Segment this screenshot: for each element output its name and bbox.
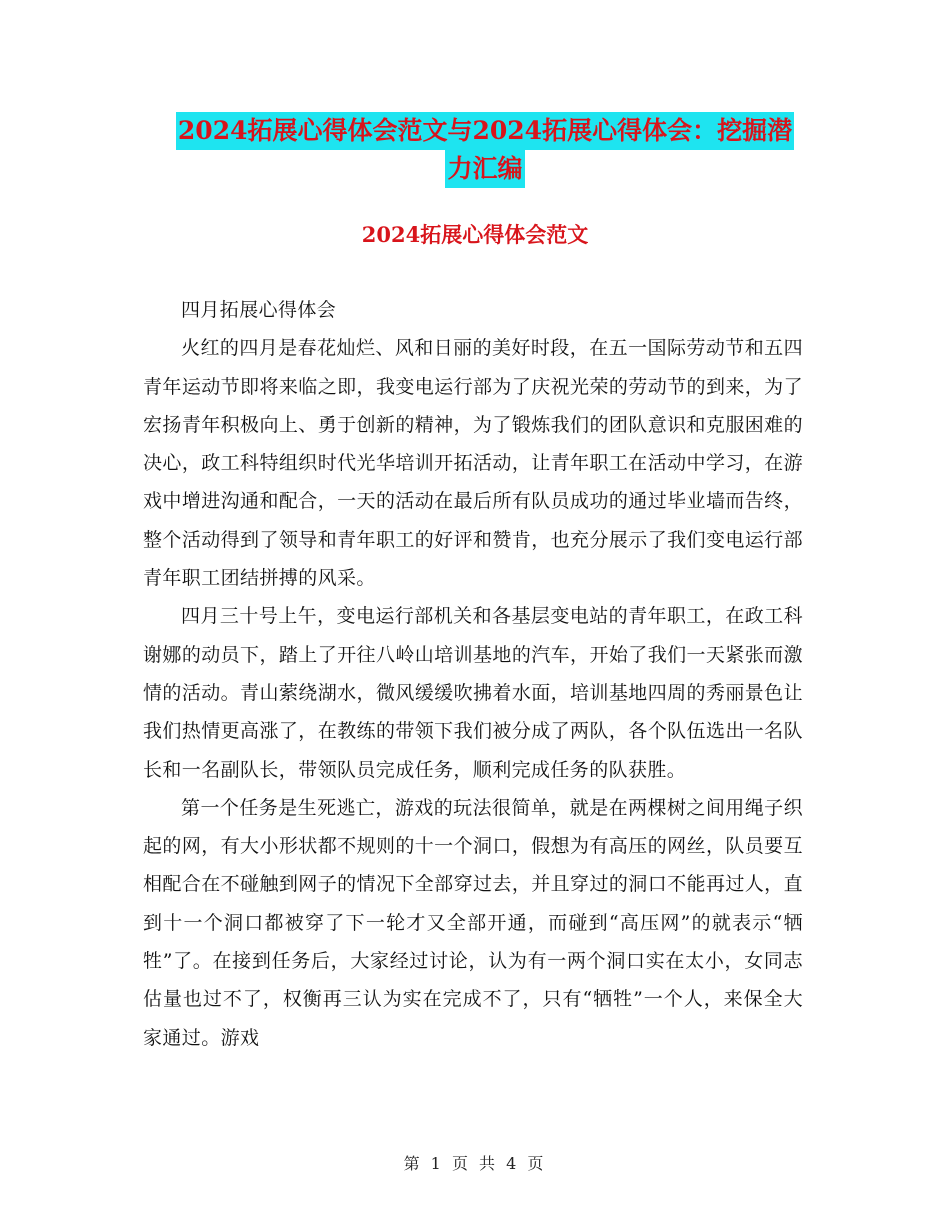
title-line-1: 2024拓展心得体会范文与2024拓展心得体会：挖掘潜 bbox=[176, 112, 794, 150]
paragraph-4: 第一个任务是生死逃亡，游戏的玩法很简单，就是在两棵树之间用绳子织起的网，有大小形状都不规则的十一个洞口，假想为有高压的网丝，队员要互相配合在不碰触到网子的情况下全部穿过去，并且穿过的洞口不能再过人，直到十一个洞口都被穿了下一轮才又全部开通，而碰到“高压网”的就表示“牺牲”了。在接到任务后，大家经过讨论，认为有一两个洞口实在太小，女同志估量也过不了，权衡再三认为实在完成不了，只有“牺牲”一个人，来保全大家通过。游戏 bbox=[143, 796, 803, 1049]
document-title bbox=[140, 112, 830, 188]
title-line-2: 力汇编 bbox=[445, 150, 524, 188]
body-text bbox=[143, 291, 803, 1057]
section-heading: 2024拓展心得体会范文 bbox=[361, 222, 589, 247]
page-footer: 第 1 页 共 4 页 bbox=[403, 1154, 547, 1173]
paragraph-1: 四月拓展心得体会 bbox=[181, 299, 337, 321]
paragraph-2: 火红的四月是春花灿烂、风和日丽的美好时段，在五一国际劳动节和五四青年运动节即将来临之即，我变电运行部为了庆祝光荣的劳动节的到来，为了宏扬青年积极向上、勇于创新的精神，为了锻炼我们的团队意识和克服困难的决心，政工科特组织时代光华培训开拓活动，让青年职工在活动中学习，在游戏中增进沟通和配合，一天的活动在最后所有队员成功的通过毕业墙而告终，整个活动得到了领导和青年职工的好评和赞肯，也充分展示了我们变电运行部青年职工团结拼搏的风采。 bbox=[143, 337, 803, 590]
paragraph-3: 四月三十号上午，变电运行部机关和各基层变电站的青年职工，在政工科谢娜的动员下，踏上了开往八岭山培训基地的汽车，开始了我们一天紧张而激情的活动。青山萦绕湖水，微风缓缓吹拂着水面，培训基地四周的秀丽景色让我们热情更高涨了，在教练的带领下我们被分成了两队，各个队伍选出一名队长和一名副队长，带领队员完成任务，顺利完成任务的队获胜。 bbox=[143, 605, 803, 781]
